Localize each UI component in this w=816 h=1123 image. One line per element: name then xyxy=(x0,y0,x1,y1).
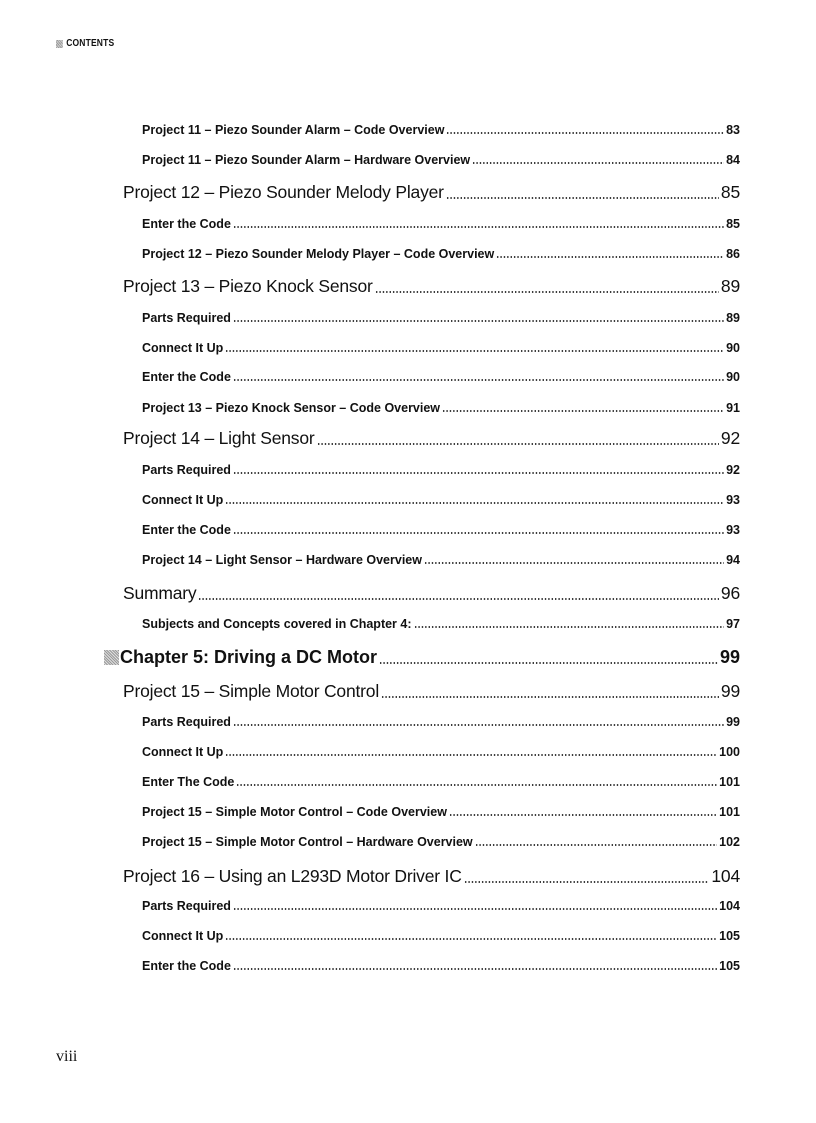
toc-entry-sub[interactable] xyxy=(142,775,740,789)
toc-entry-sub[interactable] xyxy=(142,341,740,355)
toc-entry-sub[interactable] xyxy=(142,153,740,167)
toc-entry-page: 93 xyxy=(726,493,740,507)
toc-entry-main[interactable] xyxy=(123,182,740,203)
dot-leader xyxy=(424,562,724,564)
toc-entry-page: 105 xyxy=(719,959,740,973)
toc-entry-title: Project 11 – Piezo Sounder Alarm – Hardware Overview xyxy=(142,153,471,167)
dot-leader xyxy=(446,197,719,199)
toc-entry-page: 101 xyxy=(719,805,740,819)
toc-entry-title: Connect It Up xyxy=(142,341,224,355)
toc-entry-title: Parts Required xyxy=(142,463,231,477)
toc-entry-sub[interactable] xyxy=(142,123,740,137)
toc-entry-page: 91 xyxy=(726,401,740,415)
toc-entry-page: 104 xyxy=(719,899,740,913)
dot-leader xyxy=(375,291,719,293)
toc-entry-sub[interactable] xyxy=(142,805,740,819)
toc-entry-sub[interactable] xyxy=(142,463,740,477)
dot-leader xyxy=(225,938,717,940)
toc-entry-title: Enter the Code xyxy=(142,959,231,973)
dot-leader xyxy=(464,881,710,883)
toc-entry-page: 90 xyxy=(726,370,740,384)
toc-entry-title: Project 15 – Simple Motor Control – Hardware Overview xyxy=(142,835,473,849)
toc-entry-page: 96 xyxy=(720,583,740,603)
toc-entry-page: 99 xyxy=(720,681,740,701)
toc-entry-title: Project 11 – Piezo Sounder Alarm – Code Overview xyxy=(142,123,445,137)
toc-entry-sub[interactable] xyxy=(142,929,740,943)
toc-entry-page: 86 xyxy=(726,247,740,261)
dot-leader xyxy=(225,754,717,756)
toc-entry-main[interactable] xyxy=(123,866,740,887)
toc-entry-title: Connect It Up xyxy=(142,745,224,759)
toc-entry-sub[interactable] xyxy=(142,311,740,325)
toc-entry-title: Project 13 – Piezo Knock Sensor – Code Overview xyxy=(142,401,441,415)
toc-entry-title: Project 15 – Simple Motor Control – Code Overview xyxy=(142,805,447,819)
toc-entry-sub[interactable] xyxy=(142,617,740,631)
toc-entry-page: 89 xyxy=(720,276,740,296)
dot-leader xyxy=(233,968,717,970)
toc-entry-sub[interactable] xyxy=(142,835,740,849)
toc-entry-title: Parts Required xyxy=(142,899,231,913)
dot-leader xyxy=(379,662,718,664)
dot-leader xyxy=(225,502,724,504)
page-number: viii xyxy=(56,1048,78,1065)
toc-entry-sub[interactable] xyxy=(142,401,740,415)
toc-entry-page: 102 xyxy=(719,835,740,849)
dot-leader xyxy=(233,472,724,474)
dot-leader xyxy=(233,379,724,381)
dot-leader xyxy=(236,784,717,786)
dot-leader xyxy=(233,908,717,910)
toc-entry-sub[interactable] xyxy=(142,959,740,973)
dot-leader xyxy=(233,226,724,228)
toc-entry-page: 84 xyxy=(726,153,740,167)
toc-entry-page: 104 xyxy=(711,866,740,886)
dot-leader xyxy=(233,532,724,534)
toc-entry-sub[interactable] xyxy=(142,247,740,261)
toc-entry-page: 97 xyxy=(726,617,740,631)
dot-leader xyxy=(198,598,718,600)
dot-leader xyxy=(446,132,724,134)
toc-entry-page: 85 xyxy=(726,217,740,231)
toc-entry-title: Project 12 – Piezo Sounder Melody Player xyxy=(123,182,444,202)
dot-leader xyxy=(225,350,724,352)
toc-entry-title: Project 16 – Using an L293D Motor Driver IC xyxy=(123,866,462,886)
toc-entry-page: 90 xyxy=(726,341,740,355)
dot-leader xyxy=(472,162,724,164)
dot-leader xyxy=(496,256,724,258)
toc-entry-page: 101 xyxy=(719,775,740,789)
toc-entry-title: Project 14 – Light Sensor xyxy=(123,428,315,448)
toc-entry-main[interactable] xyxy=(123,428,740,449)
toc-entry-page: 99 xyxy=(719,647,740,667)
running-head xyxy=(56,38,114,49)
toc-entry-page: 85 xyxy=(720,182,740,202)
toc-entry-page: 94 xyxy=(726,553,740,567)
toc-entry-title: Project 12 – Piezo Sounder Melody Player – Code Overview xyxy=(142,247,495,261)
dot-leader xyxy=(475,844,717,846)
chapter-square-icon xyxy=(104,650,119,665)
toc-entry-sub[interactable] xyxy=(142,745,740,759)
dot-leader xyxy=(381,696,719,698)
toc-entry-page: 92 xyxy=(720,428,740,448)
dot-leader xyxy=(442,410,724,412)
toc-entry-title: Enter the Code xyxy=(142,217,231,231)
toc-entry-title: Connect It Up xyxy=(142,493,224,507)
toc-entry-sub[interactable] xyxy=(142,523,740,537)
toc-entry-sub[interactable] xyxy=(142,553,740,567)
toc-entry-page: 89 xyxy=(726,311,740,325)
toc-entry-title: Project 13 – Piezo Knock Sensor xyxy=(123,276,373,296)
toc-entry-title: Enter The Code xyxy=(142,775,235,789)
toc-entry-title: Summary xyxy=(123,583,197,603)
running-head-label: CONTENTS xyxy=(66,38,115,49)
toc-entry-sub[interactable] xyxy=(142,899,740,913)
toc-entry-page: 83 xyxy=(726,123,740,137)
toc-entry-title: Subjects and Concepts covered in Chapter 4: xyxy=(142,617,412,631)
square-bullet-icon xyxy=(56,40,63,48)
toc-entry-title: Project 14 – Light Sensor – Hardware Overview xyxy=(142,553,422,567)
dot-leader xyxy=(233,724,724,726)
toc-entry-title: Connect It Up xyxy=(142,929,224,943)
toc-entry-title: Parts Required xyxy=(142,715,231,729)
toc-entry-main[interactable] xyxy=(123,681,740,702)
dot-leader xyxy=(414,626,725,628)
dot-leader xyxy=(233,320,724,322)
toc-entry-page: 100 xyxy=(719,745,740,759)
toc-entry-sub[interactable] xyxy=(142,370,740,384)
toc-entry-page: 92 xyxy=(726,463,740,477)
toc-entry-title: Enter the Code xyxy=(142,370,231,384)
toc-entry-main[interactable] xyxy=(123,583,740,604)
toc-entry-sub[interactable] xyxy=(142,715,740,729)
toc-entry-page: 93 xyxy=(726,523,740,537)
toc-entry-title: Enter the Code xyxy=(142,523,231,537)
toc-entry-title: Project 15 – Simple Motor Control xyxy=(123,681,380,701)
toc-entry-chapter[interactable] xyxy=(104,647,740,668)
toc-entry-sub[interactable] xyxy=(142,493,740,507)
toc-entry-title: Parts Required xyxy=(142,311,231,325)
toc-entry-page: 99 xyxy=(726,715,740,729)
toc-entry-sub[interactable] xyxy=(142,217,740,231)
dot-leader xyxy=(317,443,719,445)
dot-leader xyxy=(449,814,717,816)
toc-entry-title: Chapter 5: Driving a DC Motor xyxy=(120,647,378,667)
toc-entry-page: 105 xyxy=(719,929,740,943)
toc-entry-main[interactable] xyxy=(123,276,740,297)
